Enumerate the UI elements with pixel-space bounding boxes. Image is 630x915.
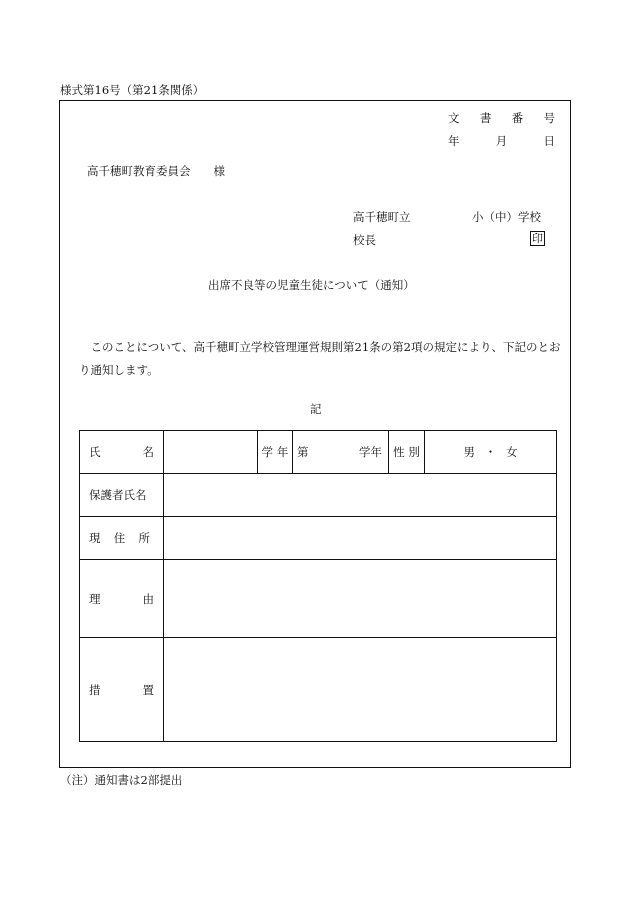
sex-separator: ・ <box>484 445 497 459</box>
table-row <box>80 560 557 638</box>
grade-prefix: 第 <box>297 445 309 459</box>
address-label-char: 住 <box>113 531 126 545</box>
seal-text: 印 <box>532 232 543 245</box>
form-number: 様式第16号（第21条関係） <box>60 83 205 97</box>
footnote: （注）通知書は2部提出 <box>60 773 183 787</box>
measures-label-cell <box>80 638 164 742</box>
date-day: 日 <box>543 134 555 148</box>
address-label-char: 現 <box>89 531 101 545</box>
grade-label: 学 年 <box>261 445 289 459</box>
grade-label-cell <box>258 431 293 474</box>
document-title: 出席不良等の児童生徒について（通知） <box>208 278 415 292</box>
name-label-char: 名 <box>142 445 154 459</box>
address-label-char: 所 <box>138 531 150 545</box>
school-prefix: 高千穂町立 <box>353 210 411 224</box>
addressee: 高千穂町教育委員会 様 <box>87 164 225 178</box>
reason-label-char: 理 <box>89 591 101 606</box>
date-year: 年 <box>448 134 460 148</box>
name-label-cell <box>80 431 164 474</box>
reason-value-cell[interactable] <box>164 560 557 638</box>
sex-male: 男 <box>463 445 475 459</box>
date-label <box>448 133 555 149</box>
table-row <box>80 517 557 560</box>
reason-label-char: 由 <box>142 591 154 606</box>
sex-label: 性 別 <box>393 445 420 459</box>
seal-mark <box>530 231 545 246</box>
guardian-label-cell <box>80 474 164 517</box>
ki-heading: 記 <box>310 402 322 416</box>
grade-value-cell[interactable] <box>293 431 389 474</box>
sex-label-cell <box>389 431 425 474</box>
table-row <box>80 638 557 742</box>
notice-table <box>79 430 557 742</box>
measures-label-char: 措 <box>89 682 101 697</box>
doc-number-char: 書 <box>479 111 492 125</box>
principal-label: 校長 <box>353 233 376 247</box>
date-month: 月 <box>495 134 508 148</box>
doc-number-char: 号 <box>543 111 555 125</box>
school-suffix: 小（中）学校 <box>472 210 541 224</box>
doc-number-char: 文 <box>448 111 460 125</box>
address-label-cell <box>80 517 164 560</box>
reason-label-cell <box>80 560 164 638</box>
measures-label-char: 置 <box>142 682 154 697</box>
doc-number-char: 番 <box>511 111 524 125</box>
table-row <box>80 474 557 517</box>
body-line-1: このことについて、高千穂町立学校管理運営規則第21条の第2項の規定により、下記のとお <box>79 340 561 354</box>
doc-number-label <box>448 110 555 126</box>
table-row <box>80 431 557 474</box>
guardian-label: 保護者氏名 <box>89 488 147 502</box>
guardian-value-cell[interactable] <box>164 474 557 517</box>
sex-female: 女 <box>506 445 518 459</box>
address-value-cell[interactable] <box>164 517 557 560</box>
name-label-char: 氏 <box>89 445 101 459</box>
name-value-cell[interactable] <box>164 431 258 474</box>
grade-suffix: 学年 <box>359 445 382 459</box>
measures-value-cell[interactable] <box>164 638 557 742</box>
body-line-2: り通知します。 <box>79 363 159 377</box>
sex-value-cell[interactable] <box>425 431 557 474</box>
